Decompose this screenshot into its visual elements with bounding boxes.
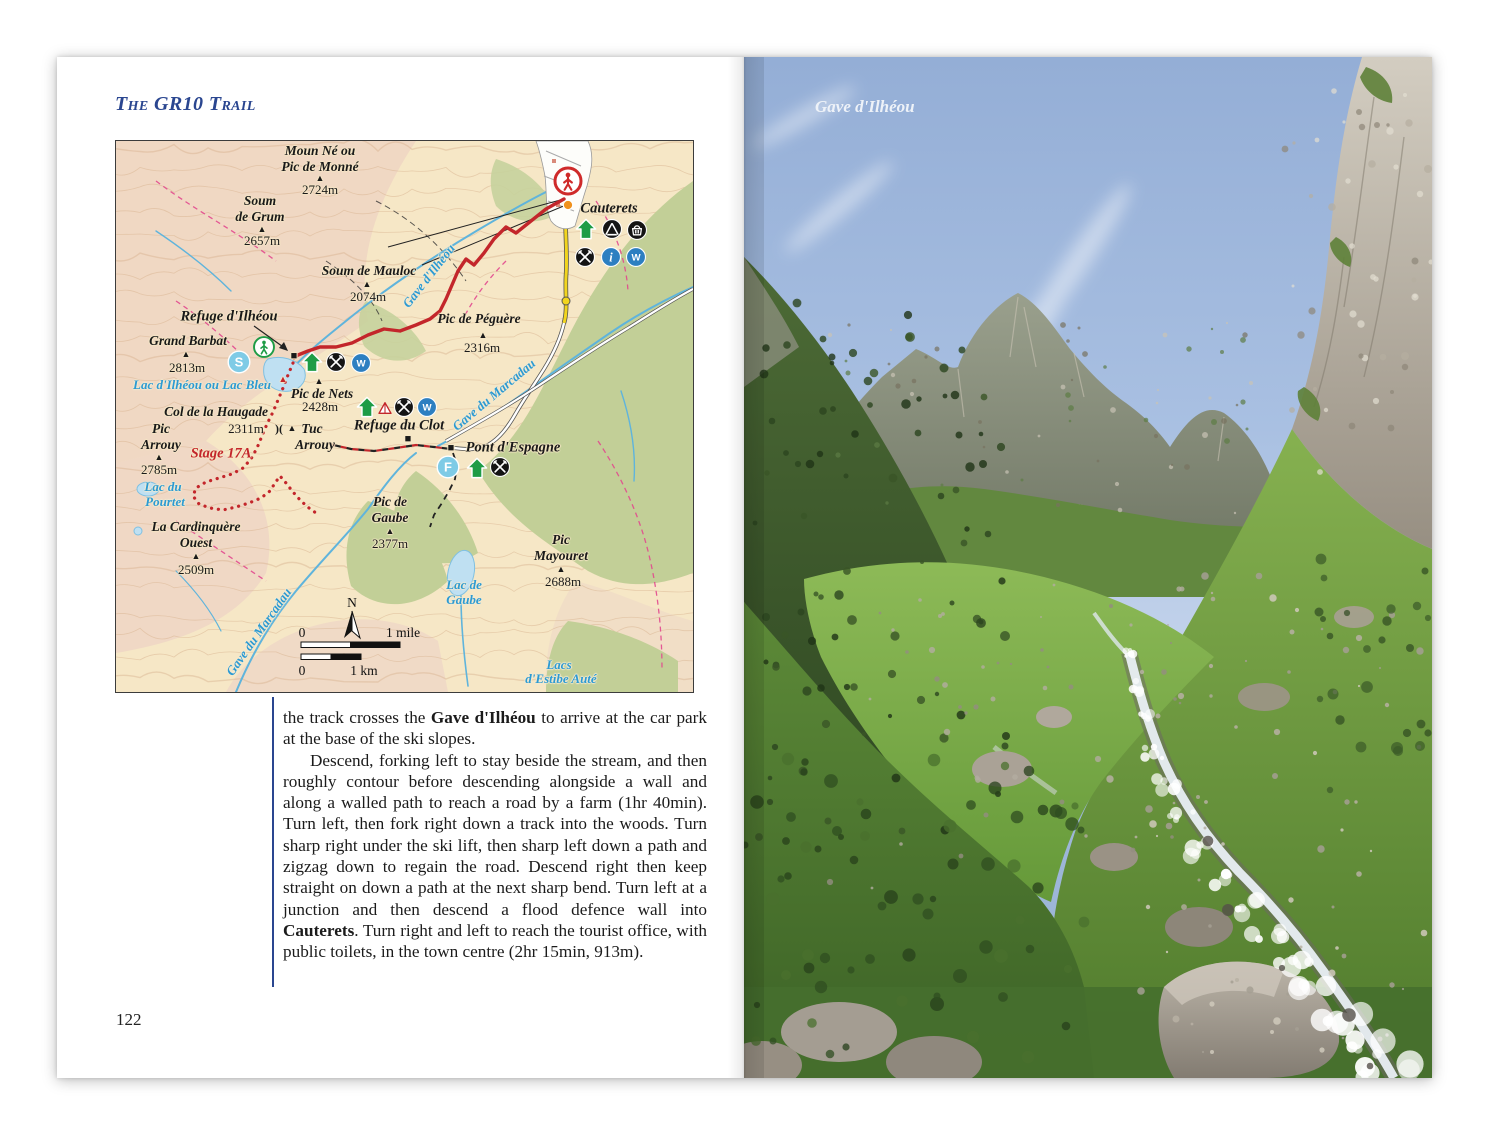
right-page	[744, 57, 1432, 1078]
map-label-tri: ▲	[362, 279, 372, 289]
map-label-water: Gave du Marcadau	[449, 355, 539, 434]
map-label-peak: Arrouy	[141, 437, 181, 452]
map-label-peak: Moun Né ou	[284, 143, 356, 158]
running-header: The GR10 Trail	[115, 93, 256, 115]
map-icon-finish	[436, 455, 460, 479]
svg-text:W: W	[422, 402, 432, 414]
trail-map	[115, 140, 694, 693]
map-label-elev: 2316m	[463, 340, 501, 355]
map-label-elev: 2311m	[228, 421, 264, 436]
paragraph: Descend, forking left to stay beside the stream, and then roughly contour before descending alongside a wall and along a walled path to reach a road by a farm (1hr 40min). Turn left, then fork right down a track into the woods. Turn sharp right under the ski lift, then sharp left down a path and zigzag down to regain the road. Descend right then keep straight on down a path at the next sharp bend. Turn left at a junction and then descend a flood defence wall into Cauterets. Turn right and left to reach the tourist office, with public toilets, in the town centre (2hr 15min, 913m).	[283, 750, 707, 962]
map-label-peak: Tuc	[301, 421, 323, 436]
map-label-sq: ■	[447, 442, 455, 454]
map-icon-meals	[394, 397, 415, 418]
map-label-water: Lacs	[546, 657, 572, 672]
book-spread	[57, 57, 1432, 1078]
map-label-col: )(	[275, 421, 283, 436]
svg-text:W: W	[631, 252, 641, 264]
map-icon-shop	[627, 220, 648, 241]
map-label-water: Gave d'Ilhéou	[399, 241, 458, 311]
map-label-water: Lac d'Ilhéou ou Lac Bleu	[133, 377, 271, 392]
map-label-elev: 2813m	[168, 360, 206, 375]
map-label-sq: ■	[404, 433, 412, 445]
map-label-tri: ▲	[154, 452, 164, 462]
map-label-place: Refuge du Clot	[353, 417, 445, 434]
map-label-peak: Pic	[152, 421, 170, 436]
map-label-peak: Soum de Mauloc	[321, 263, 417, 278]
map-label-tri: ▲	[287, 423, 297, 433]
map-label-peak: Gaube	[371, 510, 409, 525]
map-label-water: Pourtet	[145, 494, 185, 509]
map-label-water: Lac de	[446, 577, 482, 592]
map-icon-water	[626, 247, 647, 268]
map-labels	[116, 141, 693, 692]
map-label-water: Gaube	[446, 592, 482, 607]
map-icon-meals	[326, 352, 347, 373]
map-icon-town-dot	[562, 199, 574, 211]
svg-text:1 mile: 1 mile	[385, 625, 421, 640]
map-label-peak: Grand Barbat	[149, 333, 227, 348]
map-label-peak: Pic de	[372, 494, 408, 509]
svg-text:N: N	[347, 595, 357, 610]
map-label-stage: Stage 17A	[190, 445, 252, 462]
svg-text:0: 0	[298, 663, 306, 678]
map-label-peak: Col de la Haugade	[164, 404, 268, 419]
map-label-elev: 2785m	[140, 462, 178, 477]
map-label-peak: de Grum	[235, 209, 285, 224]
map-label-peak: Pic de Péguère	[437, 311, 521, 326]
map-icon-meals	[575, 247, 596, 268]
svg-text:i: i	[609, 250, 613, 265]
map-label-tri: ▲	[181, 349, 191, 359]
map-label-water: Gave du Marcadau	[222, 585, 295, 679]
svg-text:W: W	[356, 358, 366, 370]
left-page	[57, 57, 744, 1078]
map-label-elev: 2428m	[301, 399, 339, 414]
map-icon-water	[417, 397, 438, 418]
map-icon-gite	[301, 351, 323, 373]
map-label-elev: 2657m	[243, 233, 281, 248]
svg-text:1 km: 1 km	[350, 663, 378, 678]
svg-text:S: S	[234, 354, 244, 370]
paragraph: the track crosses the Gave d'Ilhéou to arrive at the car park at the base of the ski slopes.	[283, 708, 707, 749]
map-label-elev: 2509m	[177, 562, 215, 577]
map-label-elev: 2724m	[301, 182, 339, 197]
map-label-elev: 2688m	[544, 574, 582, 589]
map-icon-gite	[466, 457, 488, 479]
map-label-peak: Pic de Monné	[281, 159, 359, 174]
map-label-tri: ▲	[314, 376, 324, 386]
map-label-water: Lac du	[144, 479, 182, 494]
map-label-elev: 2377m	[371, 536, 409, 551]
map-label-tri: ▲	[315, 173, 325, 183]
map-label-elev: 2074m	[349, 289, 387, 304]
map-label-tri: ▲	[478, 330, 488, 340]
map-icon-tent-red	[377, 400, 393, 416]
map-label-tri: ▲	[385, 526, 395, 536]
map-label-peak: Mayouret	[534, 548, 588, 563]
svg-text:F: F	[444, 459, 452, 475]
map-icon-campsite	[602, 219, 623, 240]
map-icon-water	[351, 353, 372, 374]
map-label-place: Refuge d'Ilhéou	[180, 308, 278, 325]
map-icon-meals	[490, 457, 511, 478]
map-icon-walker	[253, 336, 276, 359]
map-label-tri-red: ▲	[278, 374, 288, 384]
map-label-tri: ▲	[257, 224, 267, 234]
map-icon-stage-marker	[553, 166, 583, 196]
map-label-water: d'Estibe Auté	[525, 671, 597, 686]
map-label-place: Cauterets	[580, 200, 638, 217]
map-icon-info	[601, 247, 622, 268]
text-accent-rule	[272, 697, 274, 987]
map-label-tri: ▲	[556, 564, 566, 574]
page-number: 122	[116, 1010, 142, 1029]
svg-text:0: 0	[298, 625, 306, 640]
map-icon-gite	[356, 396, 378, 418]
photo-caption: Gave d'Ilhéou	[815, 97, 915, 116]
map-icon-gite	[575, 218, 597, 240]
map-label-peak: Soum	[243, 193, 277, 208]
map-label-sq: ■	[290, 350, 298, 362]
map-label-peak: Arrouy	[295, 437, 335, 452]
map-label-peak: Ouest	[179, 535, 213, 550]
map-label-place: Pont d'Espagne	[465, 439, 561, 456]
map-label-peak: Pic	[552, 532, 570, 547]
valley-photo	[744, 57, 1432, 1078]
route-description	[283, 707, 707, 963]
map-icon-start	[227, 350, 251, 374]
map-label-peak: Pic de Nets	[290, 386, 354, 401]
map-label-tri: ▲	[191, 551, 201, 561]
map-label-peak: La Cardinquère	[151, 519, 241, 534]
